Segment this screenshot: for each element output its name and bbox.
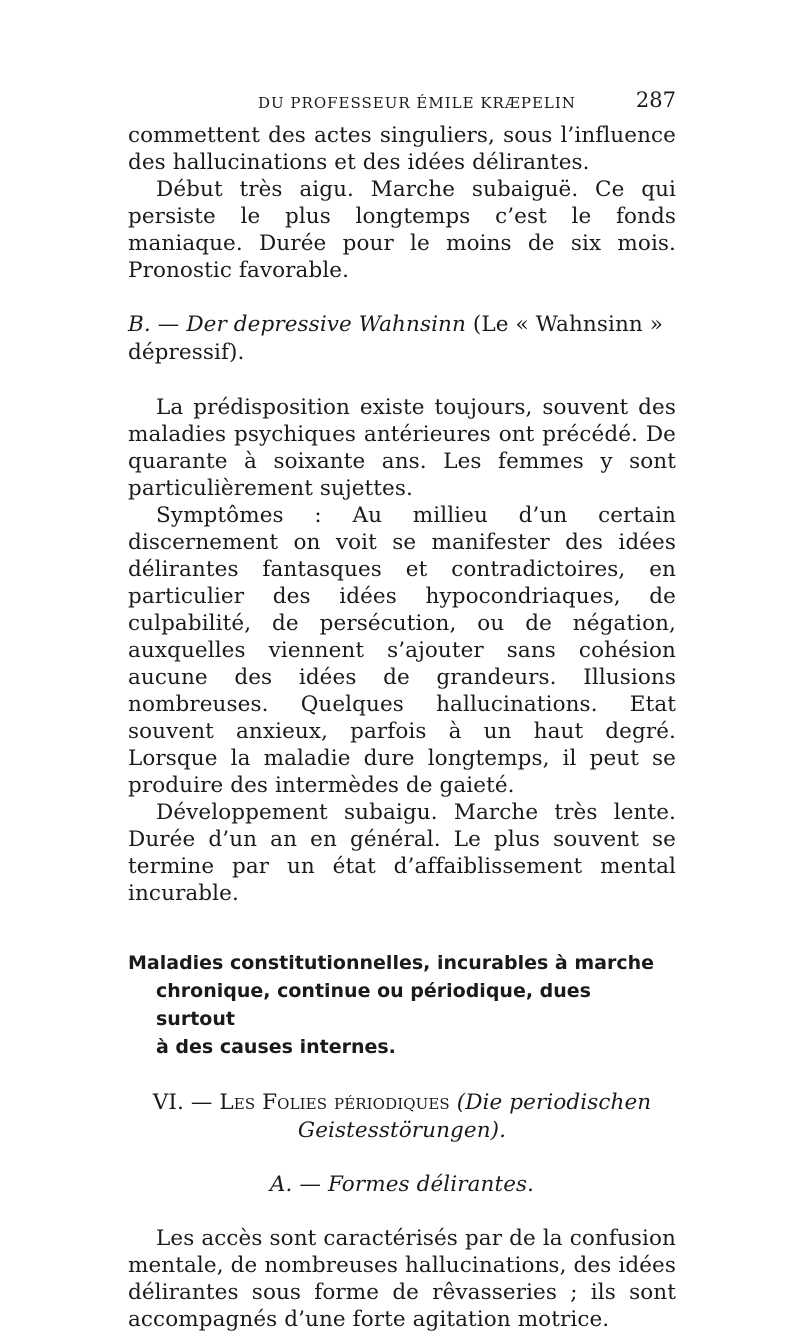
bold-heading-line: chronique, continue ou périodique, dues surtout: [156, 980, 591, 1030]
section-vi-german-title-line2: Geistesstörungen).: [297, 1118, 507, 1143]
bold-heading-line: à des causes internes.: [156, 1036, 396, 1058]
running-head: DU PROFESSEUR ÉMILE KRÆPELIN: [258, 94, 576, 112]
section-vi-french-title: Les Folies périodiques: [219, 1090, 450, 1115]
paragraph-development: Développement subaigu. Marche très lente. Durée d’un an en général. Le plus souvent se termine par un état d’affaiblissement mental incurable.: [128, 800, 676, 906]
section-dash: —: [157, 312, 180, 337]
paragraph-predisposition: La prédisposition existe toujours, souvent des maladies psychiques antérieures ont précédé. De quarante à soixante ans. Les femmes y sont particulièrement sujettes.: [128, 395, 676, 501]
paragraph-line: commettent des actes singuliers, sous l’influence des: [128, 123, 676, 175]
paragraph-symptoms: Symptômes : Au millieu d’un certain discernement on voit se manifester des idées délirantes fantasques et contradictoires, en particulier des idées hypocondriaques, de culpabilité, de persécution, ou de négation, auxquelles viennent s’ajouter sans cohésion aucune des idées de grandeurs. Illusions nombreuses. Quelques hallucinations. Etat souvent anxieux, parfois à un haut degré. Lorsque la maladie dure longtemps, il peut se produire des intermèdes de gaieté.: [128, 503, 676, 798]
paragraph-course: Début très aigu. Marche subaiguë. Ce qui persiste le plus longtemps c’est le fonds maniaque. Durée pour le moins de six mois. Pronostic favorable.: [128, 177, 676, 283]
section-vi-title: [128, 1089, 676, 1117]
section-letter: A.: [269, 1172, 293, 1197]
section-letter: B.: [128, 312, 151, 337]
paragraph-continued: [128, 122, 676, 176]
page-number: 287: [635, 88, 676, 112]
section-a-title: [128, 1171, 676, 1199]
section-numeral: VI.: [152, 1090, 184, 1115]
section-a-subtitle: Formes délirantes.: [327, 1172, 535, 1197]
paragraph-line: hallucinations et des idées délirantes.: [172, 150, 590, 175]
bold-heading: [128, 949, 676, 1061]
page-header: [128, 88, 676, 118]
bold-heading-line: Maladies constitutionnelles, incurables à marche: [128, 952, 655, 974]
section-dash: —: [299, 1172, 321, 1197]
section-french-title: (Le « Wahnsinn » dépressif).: [128, 312, 664, 365]
section-b-title: [128, 311, 676, 367]
book-page: [128, 88, 676, 1333]
section-vi-german-title: (Die periodischen: [456, 1090, 652, 1115]
section-vi-title-continued: [128, 1117, 676, 1145]
section-german-title: Der depressive Wahnsinn: [186, 312, 466, 337]
section-dash: —: [190, 1090, 213, 1115]
paragraph-access: Les accès sont caractérisés par de la confusion mentale, de nombreuses hallucinations, des idées délirantes sous forme de rêvasseries ; ils sont accompagnés d’une forte agitation motrice.: [128, 1226, 676, 1332]
